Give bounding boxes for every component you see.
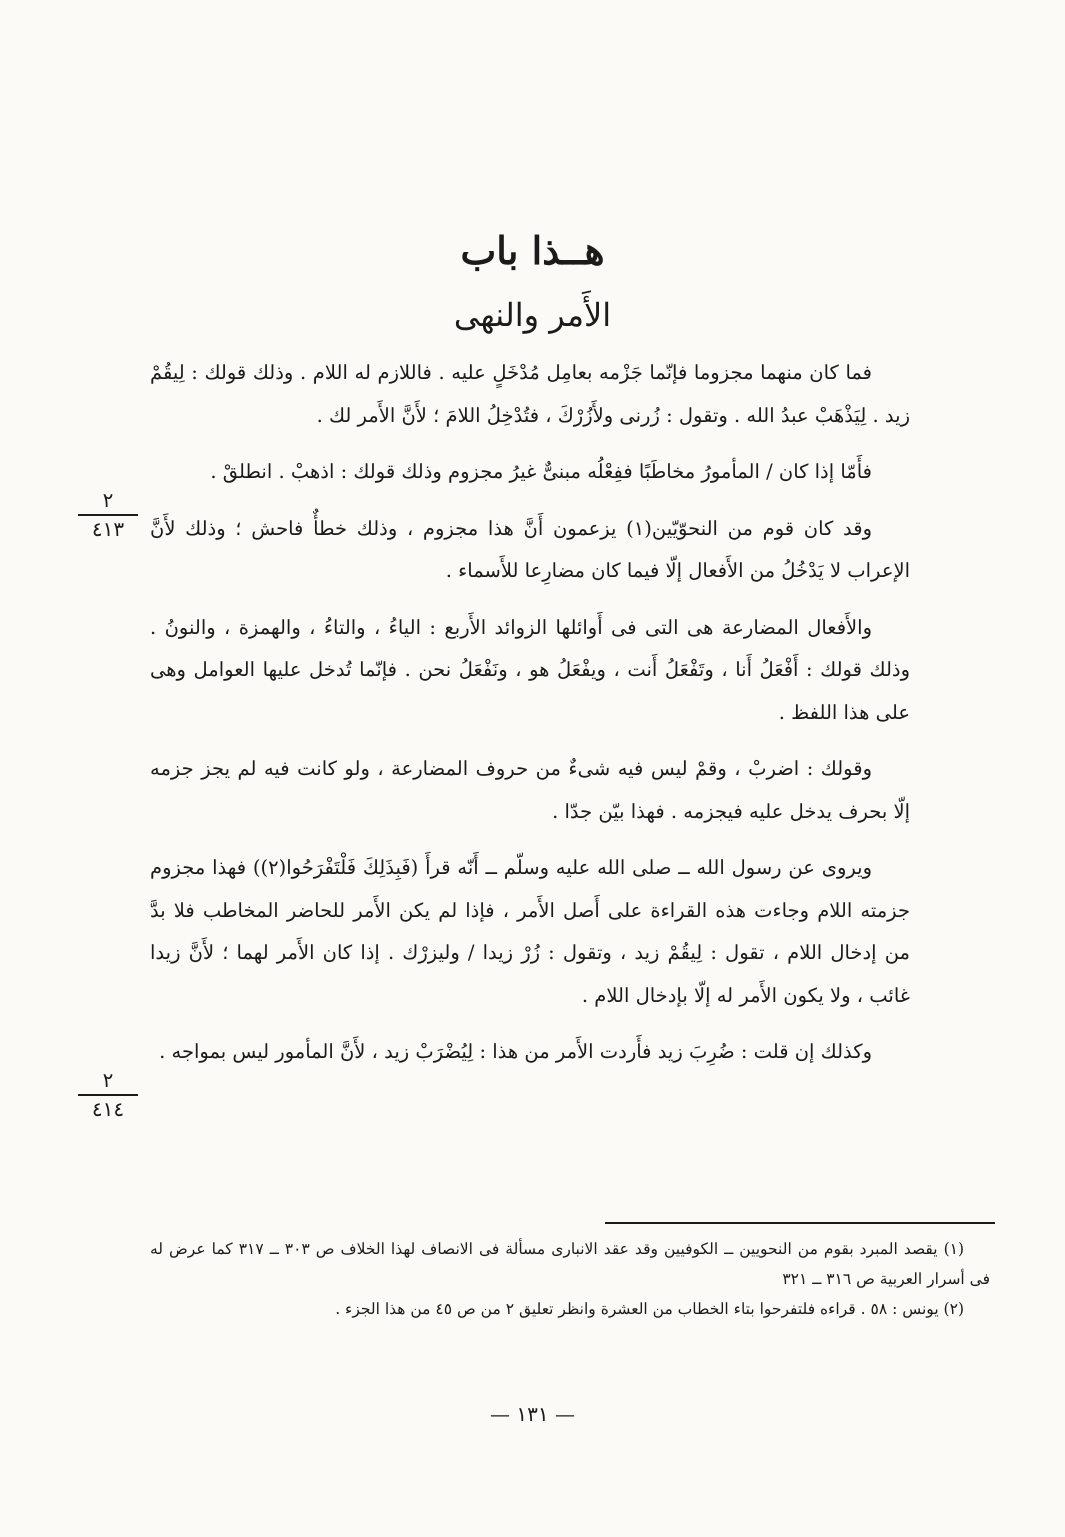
paragraph: وكذلك إن قلت : ضُرِبَ زيد فأَردت الأَمر من هذا : لِيُضْرَبْ زيد ، لأَنَّ المأمور ليس بمواجه . xyxy=(159,1040,872,1063)
paragraph: وقد كان قوم من النحوّيّين(١) يزعمون أَنَّ هذا مجزوم ، وذلك خطأٌ فاحش ؛ وذلك لأَنَّ الإعراب لا يَدْخُلُ من الأَفعال إلّا فيما كان مضارِعا للأَسماء . xyxy=(150,516,910,582)
margin-page-number: ٤١٤ xyxy=(91,1097,125,1121)
footnote-divider xyxy=(605,1222,995,1224)
paragraph: وقولك : اضربْ ، وقمْ ليس فيه شىءٌ من حروف المضارعة ، ولو كانت فيه لم يجز جزمه إلّا بحرف يدخل عليه فيجزمه . فهذا بيّن جدّا . xyxy=(150,757,910,823)
footnote: (٢) يونس : ٥٨ . قراءه فلتفرحوا بتاء الخطاب من العشرة وانظر تعليق ٢ من ص ٤٥ من هذا الجزء . xyxy=(335,1300,964,1318)
chapter-title: هــذا باب xyxy=(460,228,605,273)
paragraph: ويروى عن رسول الله ــ صلى الله عليه وسلّم ــ أَنّه قرأَ (فَبِذَلِكَ فَلْتَفْرَحُوا(٢)) فهذا مجزوم جزمته اللام وجاءت هذه القراءة على أَصل الأَمر ، فإذا لم يكن الأَمر للحاضر المخاطب فلا بدَّ من إدخال اللام ، تقول : لِيقُمْ زيد ، وتقول : زُرْ زيدا / وليزرْك . إذا كان الأَمر لهما ؛ لأَنَّ زيدا غائب ، ولا يكون الأَمر له إلّا بإدخال اللام . xyxy=(150,856,910,1007)
paragraph: والأَفعال المضارعة هى التى فى أَوائلها الزوائد الأَربع : الياءُ ، والتاءُ ، والهمزة ، والنونُ . وذلك قولك : أَفْعَلُ أَنا ، وتَفْعَلُ أَنت ، ويفْعَلُ هو ، ونَفْعَلُ نحن . فإنّما تُدخل عليها العوامل وهى على هذا اللفظ . xyxy=(150,615,910,724)
chapter-subtitle: الأَمر والنهى xyxy=(453,296,612,334)
footnote: (١) يقصد المبرد بقوم من النحويين ــ الكوفيين وقد عقد الانبارى مسألة فى الانصاف لهذا الخلاف ص ٣٠٣ ــ ٣١٧ كما عرض له فى أسرار العربية ص ٣١٦ ــ ٣٢١ xyxy=(150,1240,990,1288)
margin-page-reference xyxy=(78,488,138,542)
margin-volume-number: ٢ xyxy=(78,488,138,516)
paragraph: فأَمّا إذا كان / المأمورُ مخاطَبًا ففِعْلُه مبنىٌّ غيرُ مجزوم وذلك قولك : اذهبْ . انطلقْ . xyxy=(210,460,872,483)
main-text xyxy=(150,352,910,1074)
margin-volume-number: ٢ xyxy=(78,1068,138,1096)
page-number: — ١٣١ — xyxy=(490,1402,575,1426)
paragraph: فما كان منهما مجزوما فإنّما جَزْمه بعامِل مُدْخَلٍ عليه . فاللازم له اللام . وذلك قولك : لِيقُمْ زيد . لِيَذْهَبْ عبدُ الله . وتقول : زُرنى ولأَزُرْكَ ، فتُدْخِلُ اللامَ ؛ لأَنَّ الأَمر لك . xyxy=(150,361,910,427)
footnotes xyxy=(150,1234,990,1324)
margin-page-reference xyxy=(78,1068,138,1122)
margin-page-number: ٤١٣ xyxy=(91,517,125,541)
